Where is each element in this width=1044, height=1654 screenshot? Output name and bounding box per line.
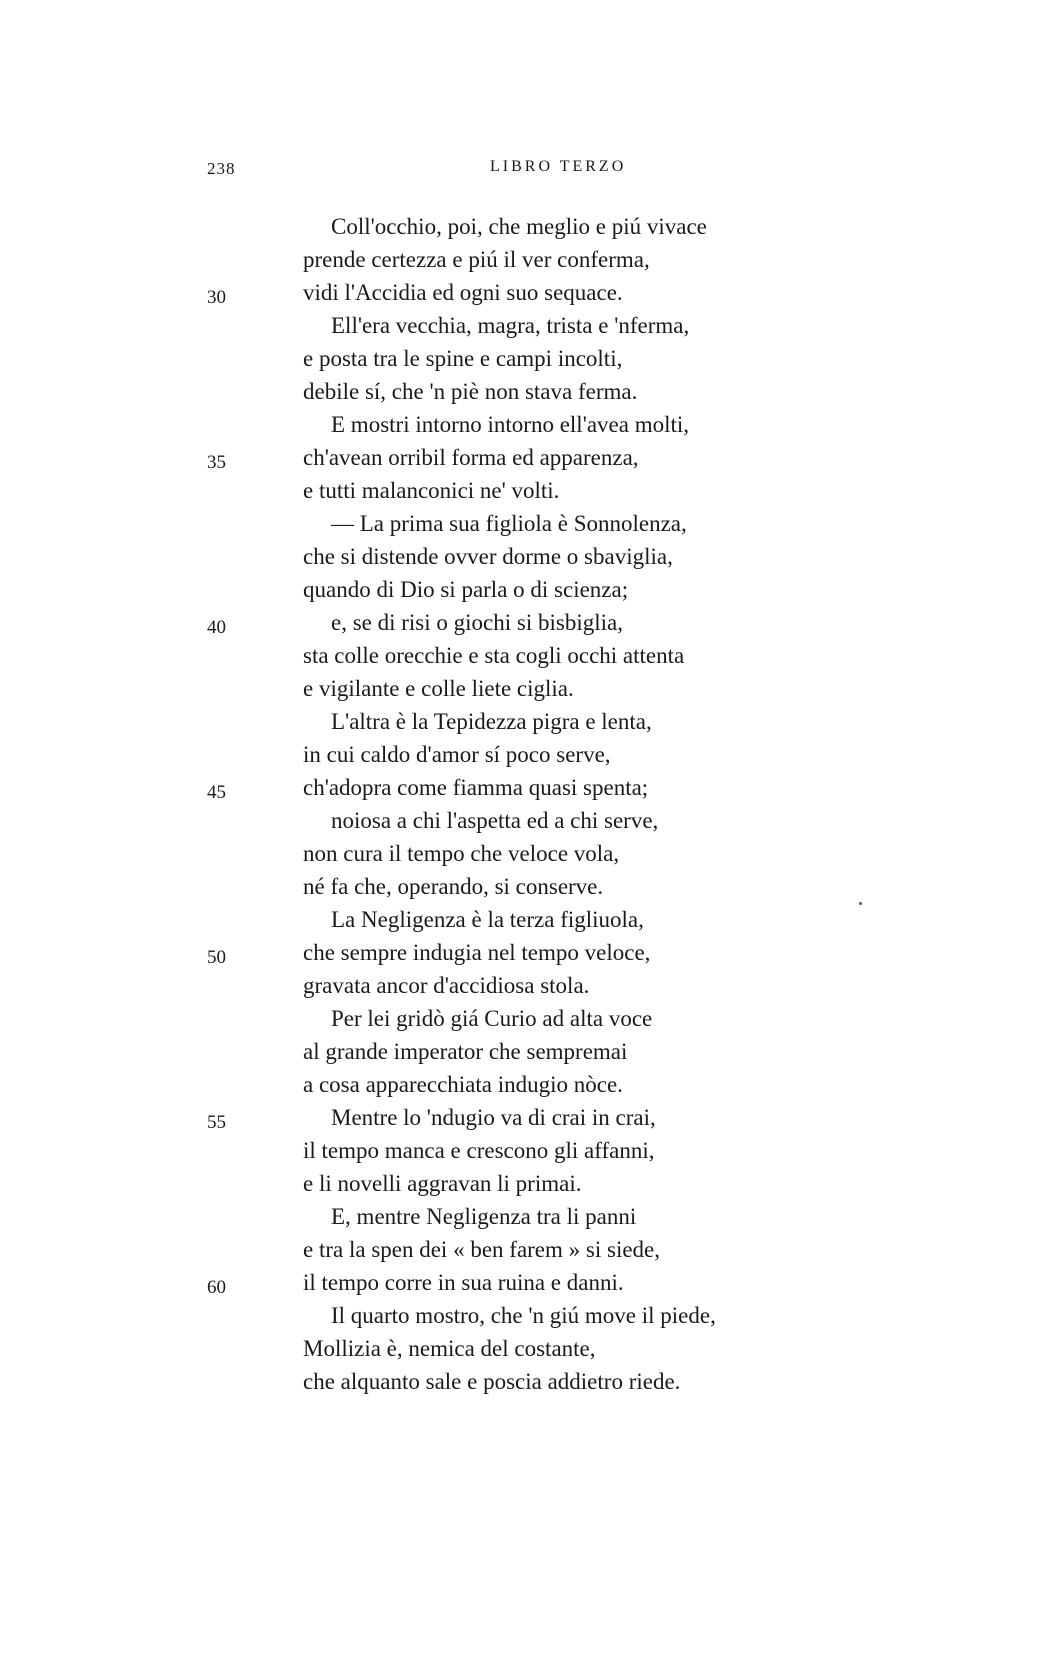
verse-line (303, 243, 943, 276)
verse-line (303, 1233, 943, 1266)
verse-line (207, 276, 943, 309)
verse-text: La Negligenza è la terza figliuola, (331, 907, 644, 932)
verse-text: e posta tra le spine e campi incolti, (303, 346, 623, 371)
verse-line (303, 1068, 943, 1101)
verse-line (303, 1200, 943, 1233)
verse-line (303, 1299, 943, 1332)
line-number: 45 (207, 782, 226, 803)
verse-text: il tempo corre in sua ruina e danni. (303, 1270, 624, 1295)
verse-text: debile sí, che 'n piè non stava ferma. (303, 379, 638, 404)
verse-line (303, 903, 943, 936)
verse-line (303, 1332, 943, 1365)
verse-text: E mostri intorno intorno ell'avea molti, (331, 412, 690, 437)
page-number: 238 (207, 159, 236, 178)
verse-line (303, 573, 943, 606)
line-number: 55 (207, 1112, 226, 1133)
line-number: 60 (207, 1277, 226, 1298)
verse-line (207, 1266, 943, 1299)
verse-line (303, 837, 943, 870)
verse-text: che alquanto sale e poscia addietro riede. (303, 1369, 681, 1394)
verse-line (303, 639, 943, 672)
verse-text: L'altra è la Tepidezza pigra e lenta, (331, 709, 652, 734)
verse-text: in cui caldo d'amor sí poco serve, (303, 742, 611, 767)
verse-line (303, 507, 943, 540)
verse-text: che sempre indugia nel tempo veloce, (303, 940, 651, 965)
verse-text: Ell'era vecchia, magra, trista e 'nferma, (331, 313, 690, 338)
verse-text: Mollizia è, nemica del costante, (303, 1336, 596, 1361)
verse-line (303, 210, 943, 243)
verse-text: a cosa apparecchiata indugio nòce. (303, 1072, 623, 1097)
verse-text: Per lei gridò giá Curio ad alta voce (331, 1006, 653, 1031)
verse-text: e li novelli aggravan li primai. (303, 1171, 582, 1196)
verse-text: al grande imperator che sempremai (303, 1039, 628, 1064)
verse-line (303, 1035, 943, 1068)
verse-line (303, 309, 943, 342)
verse-text: gravata ancor d'accidiosa stola. (303, 973, 590, 998)
verse-text: non cura il tempo che veloce vola, (303, 841, 620, 866)
verse-line (303, 474, 943, 507)
verse-line (303, 1002, 943, 1035)
verse-text: noiosa a chi l'aspetta ed a chi serve, (331, 808, 659, 833)
verse-line (207, 606, 943, 639)
verse-text: ch'avean orribil forma ed apparenza, (303, 445, 639, 470)
verse-text: né fa che, operando, si conserve. (303, 874, 604, 899)
verse-line (303, 375, 943, 408)
verse-line (303, 969, 943, 1002)
ink-speck (859, 902, 862, 905)
verse-line (303, 870, 943, 903)
verse-line (303, 540, 943, 573)
verse-line (303, 705, 943, 738)
verse-line (207, 1101, 943, 1134)
verse-line (303, 408, 943, 441)
running-head: LIBRO TERZO (490, 158, 627, 175)
verse-text: il tempo manca e crescono gli affanni, (303, 1138, 655, 1163)
verse-text: Il quarto mostro, che 'n giú move il piede, (331, 1303, 716, 1328)
verse-line (303, 1167, 943, 1200)
verse-line (303, 672, 943, 705)
verse-text: — La prima sua figliola è Sonnolenza, (331, 511, 687, 536)
verse-text: E, mentre Negligenza tra li panni (331, 1204, 637, 1229)
line-number: 50 (207, 947, 226, 968)
line-number: 30 (207, 287, 226, 308)
verse-line (303, 1365, 943, 1398)
verse-text: e tra la spen dei « ben farem » si siede, (303, 1237, 661, 1262)
verse-text: Coll'occhio, poi, che meglio e piú vivace (331, 214, 707, 239)
verse-text: e tutti malanconici ne' volti. (303, 478, 560, 503)
verse-line (303, 738, 943, 771)
verse-line (207, 936, 943, 969)
verse-text: Mentre lo 'ndugio va di crai in crai, (331, 1105, 656, 1130)
verse-text: ch'adopra come fiamma quasi spenta; (303, 775, 649, 800)
verse-line (303, 804, 943, 837)
verse-text: vidi l'Accidia ed ogni suo sequace. (303, 280, 623, 305)
line-number: 40 (207, 617, 226, 638)
verse-line (303, 342, 943, 375)
verse-text: prende certezza e piú il ver conferma, (303, 247, 650, 272)
verse-text: quando di Dio si parla o di scienza; (303, 577, 629, 602)
verse-text: e, se di risi o giochi si bisbiglia, (331, 610, 623, 635)
verse-text: sta colle orecchie e sta cogli occhi attenta (303, 643, 685, 668)
verse-line (207, 771, 943, 804)
line-number: 35 (207, 452, 226, 473)
verse-line (303, 1134, 943, 1167)
verse-text: e vigilante e colle liete ciglia. (303, 676, 574, 701)
verse-line (207, 441, 943, 474)
verse-text: che si distende ovver dorme o sbaviglia, (303, 544, 673, 569)
poem-body (207, 210, 943, 1398)
